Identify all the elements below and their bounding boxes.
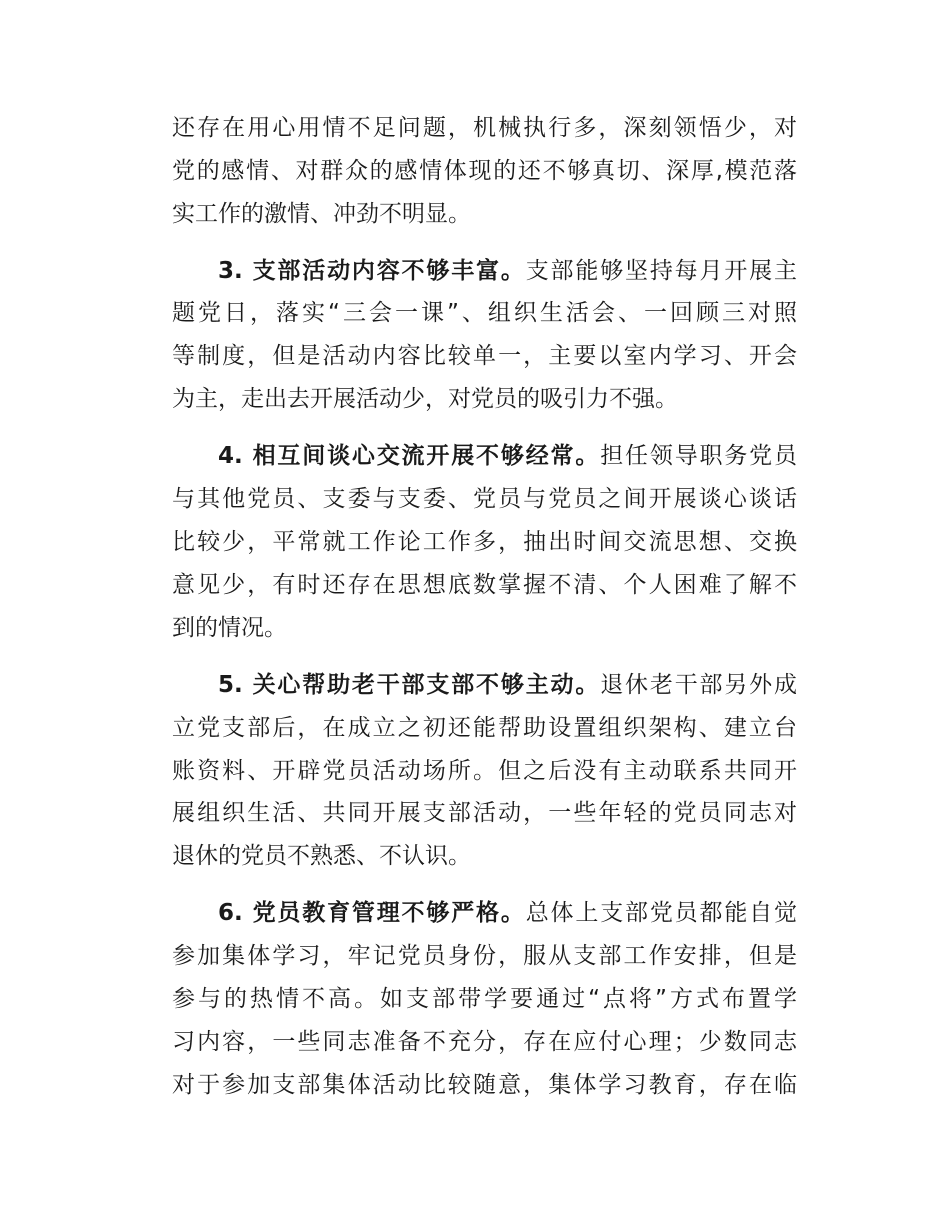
text-line: 习内容，一些同志准备不充分，存在应付心理；少数同志	[172, 1029, 797, 1055]
text-line: 账资料、开辟党员活动场所。但之后没有主动联系共同开	[172, 758, 797, 784]
text-line: 与其他党员、支委与支委、党员与党员之间开展谈心谈话	[172, 486, 797, 512]
text-line: 立党支部后，在成立之初还能帮助设置组织架构、建立台	[172, 715, 797, 741]
paragraph-first-line	[172, 440, 797, 472]
text-line: 还存在用心用情不足问题，机械执行多，深刻领悟少，对	[172, 115, 797, 141]
text-line: 党的感情、对群众的感情体现的还不够真切、深厚,模范落	[172, 158, 797, 184]
text-line: 比较少，平常就工作论工作多，抽出时间交流思想、交换	[172, 529, 797, 555]
paragraph-text: 担任领导职务党员	[600, 443, 798, 469]
text-line: 意见少，有时还存在思想底数掌握不清、个人困难了解不	[172, 572, 797, 598]
text-line: 题党日，落实“三会一课”、组织生活会、一回顾三对照	[172, 300, 797, 326]
text-line: 展组织生活、共同开展支部活动，一些年轻的党员同志对	[172, 800, 797, 826]
paragraph-first-line	[172, 669, 797, 701]
text-line: 到的情况。	[172, 615, 287, 641]
text-line: 参加集体学习，牢记党员身份，服从支部工作安排，但是	[172, 943, 797, 969]
paragraph-text: 退休老干部另外成	[600, 672, 798, 698]
text-line: 参与的热情不高。如支部带学要通过“点将”方式布置学	[172, 986, 797, 1012]
paragraph-heading: 3. 支部活动内容不够丰富。	[218, 258, 526, 284]
text-line: 对于参加支部集体活动比较随意，集体学习教育，存在临	[172, 1072, 797, 1098]
paragraph-heading: 4. 相互间谈心交流开展不够经常。	[218, 443, 601, 469]
paragraph-first-line	[172, 255, 797, 287]
text-line: 等制度，但是活动内容比较单一，主要以室内学习、开会	[172, 343, 797, 369]
paragraph-heading: 5. 关心帮助老干部支部不够主动。	[218, 672, 601, 698]
paragraph-text: 支部能够坚持每月开展主	[525, 258, 797, 284]
text-line: 实工作的激情、冲劲不明显。	[172, 201, 471, 227]
paragraph-first-line	[172, 897, 797, 929]
text-line: 为主，走出去开展活动少，对党员的吸引力不强。	[172, 386, 678, 412]
paragraph-heading: 6. 党员教育管理不够严格。	[218, 900, 526, 926]
paragraph-text: 总体上支部党员都能自觉	[525, 900, 797, 926]
text-line: 退休的党员不熟悉、不认识。	[172, 843, 471, 869]
